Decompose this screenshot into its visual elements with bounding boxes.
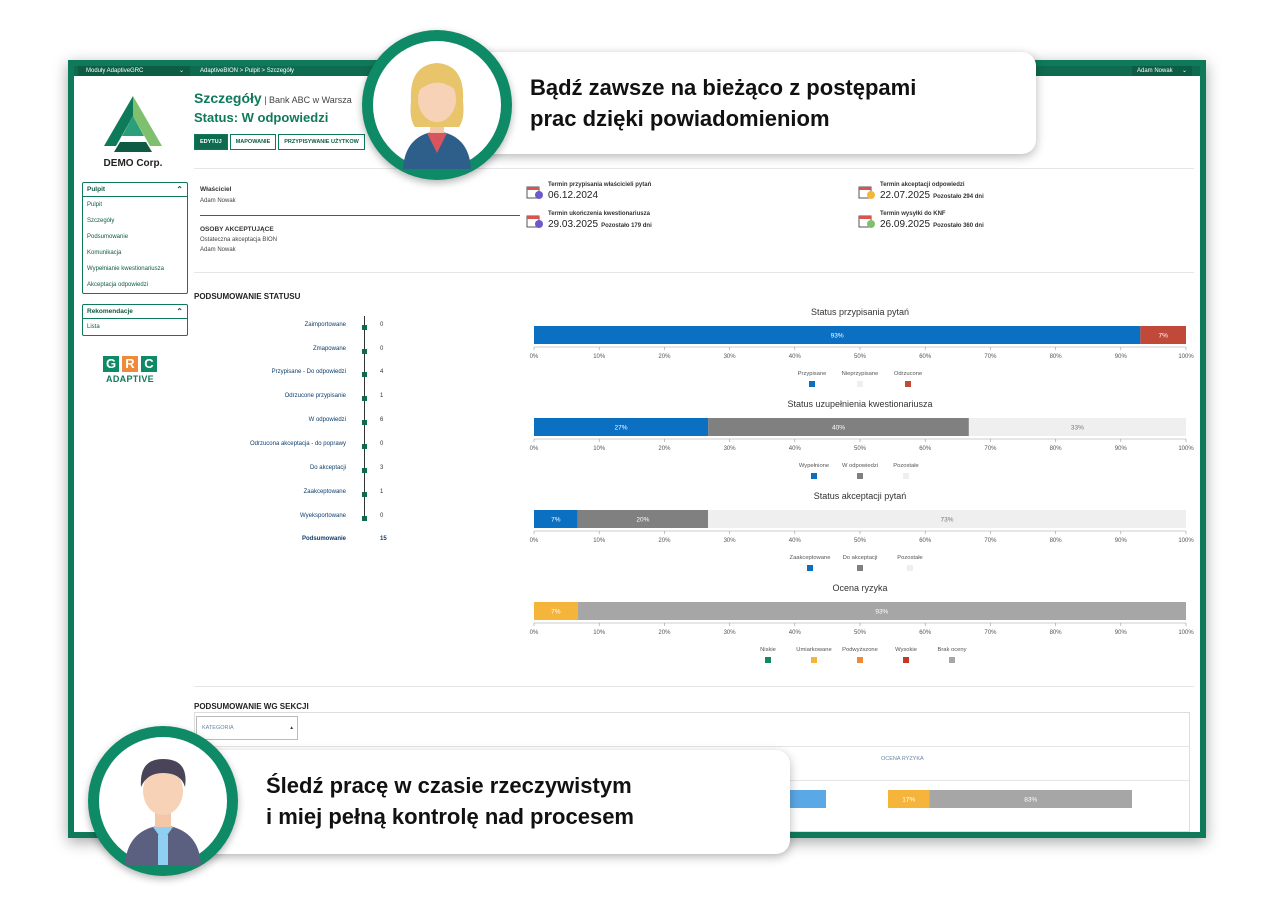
x-tick-label: 90% [1114,538,1127,544]
x-tick-label: 90% [1114,446,1127,452]
woman-avatar-icon [373,41,501,169]
x-tick-label: 80% [1049,354,1062,360]
legend-swatch [807,565,813,571]
date-label: Termin przypisania właścicieli pytań [548,182,652,188]
sidebar [78,76,188,832]
approvers-label: OSOBY AKCEPTUJĄCE [200,226,274,233]
x-tick-label: 60% [919,446,932,452]
date-label: Termin akceptacji odpowiedzi [880,182,965,188]
column-header: OCENA RYZYKA [881,756,924,762]
bar-data-label: 7% [551,516,561,524]
x-tick-label: 0% [529,630,539,636]
calendar-icon [526,214,544,228]
legend-label: Wysokie [895,647,917,653]
legend-label: Wypełnione [798,463,830,469]
legend-label: Brak oceny [937,647,967,653]
x-tick-label: 60% [919,354,932,360]
x-tick-label: 20% [658,354,671,360]
bar-data-label: 27% [614,424,628,432]
x-tick-label: 50% [853,354,867,360]
legend-label: Zaakceptowane [789,555,831,561]
bar-data-label: 7% [551,608,561,616]
x-tick-label: 40% [788,538,801,544]
summary-row: Zaimportowane 0 [304,322,384,328]
x-tick-label: 10% [593,538,606,544]
summary-row: Zmapowane 0 [312,346,384,352]
x-tick-label: 30% [723,630,736,636]
x-tick-label: 60% [919,538,932,544]
callout-text: Śledź pracę w czasie rzeczywistym i miej pełną kontrolę nad procesem [266,773,634,829]
x-tick-label: 80% [1049,538,1062,544]
legend-swatch [949,657,955,663]
divider [194,272,1194,273]
x-tick-label: 80% [1049,630,1062,636]
summary-row: Zaakceptowane 1 [303,489,384,495]
owner-name: Adam Nowak [200,198,236,204]
x-tick-label: 0% [529,354,539,360]
nav-group-pulpit [82,182,188,294]
page-subtitle: Bank ABC w Warsza [269,95,352,105]
date-value: 22.07.2025 Pozostało 294 dni [880,190,984,201]
x-tick-label: 50% [853,630,867,636]
summary-row: Do akceptacji 3 [309,465,384,471]
summary-row: Odrzucona akceptacja - do poprawy 0 [249,441,384,447]
chart-title: Status uzupełnienia kwestionariusza [787,399,933,409]
remaining-days: Pozostało 294 dni [933,194,984,200]
grc-adaptive-logo [100,356,160,396]
x-tick-label: 10% [593,630,606,636]
bar-data-label: 40% [831,424,845,432]
grc-word: ADAPTIVE [106,374,154,384]
action-tabs [194,134,365,150]
legend-swatch [857,565,863,571]
bar-data-label: 7% [1158,332,1168,340]
approver-name: Adam Nowak [200,247,236,253]
bar-data-label: 20% [636,516,650,524]
mapping-button[interactable]: MAPOWANIE [230,134,277,150]
callout-notifications [460,52,1036,154]
section-summary-title: PODSUMOWANIE WG SEKCJI [194,702,309,711]
summary-row: Odrzucone przypisanie 1 [284,393,384,399]
x-tick-label: 10% [593,446,606,452]
bar-data-label: 93% [875,608,889,616]
sidebar-item-szczegoly[interactable]: Szczegóły [87,218,115,224]
grc-letter: C [141,356,157,372]
chart-section-risk [884,788,1134,820]
chart-risk-assessment [529,598,1194,670]
legend-label: Podwyższone [842,647,878,653]
x-tick-label: 70% [984,354,997,360]
company-name: DEMO Corp. [103,158,163,169]
x-tick-label: 70% [984,446,997,452]
dropdown-caret-icon: ▴ [290,725,293,731]
nav-group-header[interactable]: Pulpit ⌃ [83,183,187,197]
chart-assignment-status [529,322,1194,394]
bar-data-label: 93% [830,332,844,340]
nav-group-rekomendacje [82,304,188,336]
x-tick-label: 40% [788,446,801,452]
x-tick-label: 70% [984,538,997,544]
legend-label: Niskie [760,647,776,653]
callout-text: Bądź zawsze na bieżąco z postępami prac dzięki powiadomieniom [530,75,917,131]
legend-swatch [809,381,815,387]
legend-swatch [857,473,863,479]
divider [194,168,1194,169]
bar-data-label: 17% [902,796,916,804]
chevron-up-icon: ⌃ [176,307,183,316]
legend-label: W odpowiedzi [841,463,879,469]
date-label: Termin ukończenia kwestionariusza [548,211,650,217]
modules-label: Moduły AdaptiveGRC [86,68,144,74]
sidebar-item-lista[interactable]: Lista [87,324,100,330]
legend-label: Do akceptacji [842,555,878,561]
sidebar-item-akceptacja[interactable]: Akceptacja odpowiedzi [87,282,149,288]
status-summary-title: PODSUMOWANIE STATUSU [194,292,301,301]
modules-dropdown[interactable] [78,66,190,76]
summary-row: Przypisane - Do odpowiedzi 4 [271,369,384,375]
chart-title: Status akceptacji pytań [813,491,907,501]
x-tick-label: 0% [529,538,539,544]
x-tick-label: 40% [788,630,801,636]
user-name: Adam Nowak [1137,68,1173,74]
nav-group-header[interactable]: Rekomendacje ⌃ [83,305,187,319]
chart-questionnaire-status [529,414,1194,486]
chevron-down-icon: ⌄ [178,68,184,74]
legend-swatch [907,565,913,571]
breadcrumb[interactable]: AdaptiveBION > Pulpit > Szczegóły [200,68,295,74]
legend-label: Nieprzypisane [841,371,879,377]
chart-acceptance-status [529,506,1194,578]
grc-letter: G [103,356,119,372]
status-heading: Status: W odpowiedzi [194,110,329,125]
x-tick-label: 100% [1178,354,1194,360]
legend-swatch [811,657,817,663]
sidebar-item-komunikacja[interactable]: Komunikacja [87,250,122,256]
calendar-icon [526,185,544,199]
company-logo [100,94,166,154]
x-tick-label: 100% [1178,630,1194,636]
remaining-days: Pozostało 179 dni [601,223,652,229]
x-tick-label: 90% [1114,354,1127,360]
divider [200,215,520,216]
x-tick-label: 50% [853,446,867,452]
callout-realtime [196,750,790,854]
legend-label: Pozostałe [893,463,919,469]
assign-users-button[interactable]: PRZYPISYWANIE UŻYTKOW [278,134,365,150]
remaining-days: Pozostało 360 dni [933,223,984,229]
section-bar-partial [790,790,826,808]
x-tick-label: 70% [984,630,997,636]
x-tick-label: 20% [658,630,671,636]
legend-swatch [903,473,909,479]
approver-role: Ostateczna akceptacja BION [200,237,278,243]
chevron-up-icon: ⌃ [176,185,183,194]
bar-data-label: 73% [940,516,954,524]
app-screen [74,66,1200,832]
date-value: 26.09.2025 Pozostało 360 dni [880,219,984,230]
legend-label: Przypisane [797,371,827,377]
legend-label: Umiarkowane [796,647,832,653]
x-tick-label: 30% [723,354,736,360]
chart-title: Ocena ryzyka [832,583,888,593]
bar-data-label: 33% [1070,424,1084,432]
divider [194,686,1194,687]
avatar-man [88,726,238,876]
legend-label: Odrzucone [893,371,923,377]
divider [194,746,1190,747]
x-tick-label: 10% [593,354,606,360]
summary-total-row: Podsumowanie 15 [301,536,387,542]
legend-label: Pozostałe [897,555,923,561]
edit-button[interactable]: EDYTUJ [194,134,228,150]
x-tick-label: 20% [658,538,671,544]
summary-row: Wyeksportowane 0 [300,513,384,519]
sidebar-item-podsumowanie[interactable]: Podsumowanie [87,234,129,240]
x-tick-label: 30% [723,446,736,452]
x-tick-label: 80% [1049,446,1062,452]
date-value: 06.12.2024 [548,190,599,201]
legend-swatch [811,473,817,479]
chevron-down-icon: ⌄ [1181,68,1187,74]
x-tick-label: 40% [788,354,801,360]
grc-letter: R [122,356,138,372]
date-value: 29.03.2025 Pozostało 179 dni [548,219,652,230]
app-window-frame [68,60,1206,838]
legend-swatch [765,657,771,663]
man-avatar-icon [99,737,227,865]
x-tick-label: 100% [1178,538,1194,544]
x-tick-label: 90% [1114,630,1127,636]
bar-data-label: 83% [1024,796,1038,804]
calendar-icon [858,185,876,199]
x-tick-label: 100% [1178,446,1194,452]
x-tick-label: 50% [853,538,867,544]
legend-swatch [857,381,863,387]
sidebar-item-pulpit[interactable]: Pulpit [87,202,103,208]
calendar-icon [858,214,876,228]
user-menu[interactable] [1132,66,1192,76]
chart-title: Status przypisania pytań [810,307,910,317]
legend-swatch [905,381,911,387]
date-label: Termin wysyłki do KNF [880,211,946,217]
main-content [194,76,1194,832]
avatar-woman [362,30,512,180]
category-select[interactable]: KATEGORIA ▴ [196,716,298,740]
legend-swatch [857,657,863,663]
legend-swatch [903,657,909,663]
summary-row: W odpowiedzi 6 [308,417,384,423]
x-tick-label: 0% [529,446,539,452]
x-tick-label: 60% [919,630,932,636]
page-title: Szczegóły | Bank ABC w Warsza [194,90,352,106]
x-tick-label: 20% [658,446,671,452]
x-tick-label: 30% [723,538,736,544]
owner-label: Właściciel [200,186,232,193]
sidebar-item-wypelnianie[interactable]: Wypełnianie kwestionariusza [87,266,164,272]
